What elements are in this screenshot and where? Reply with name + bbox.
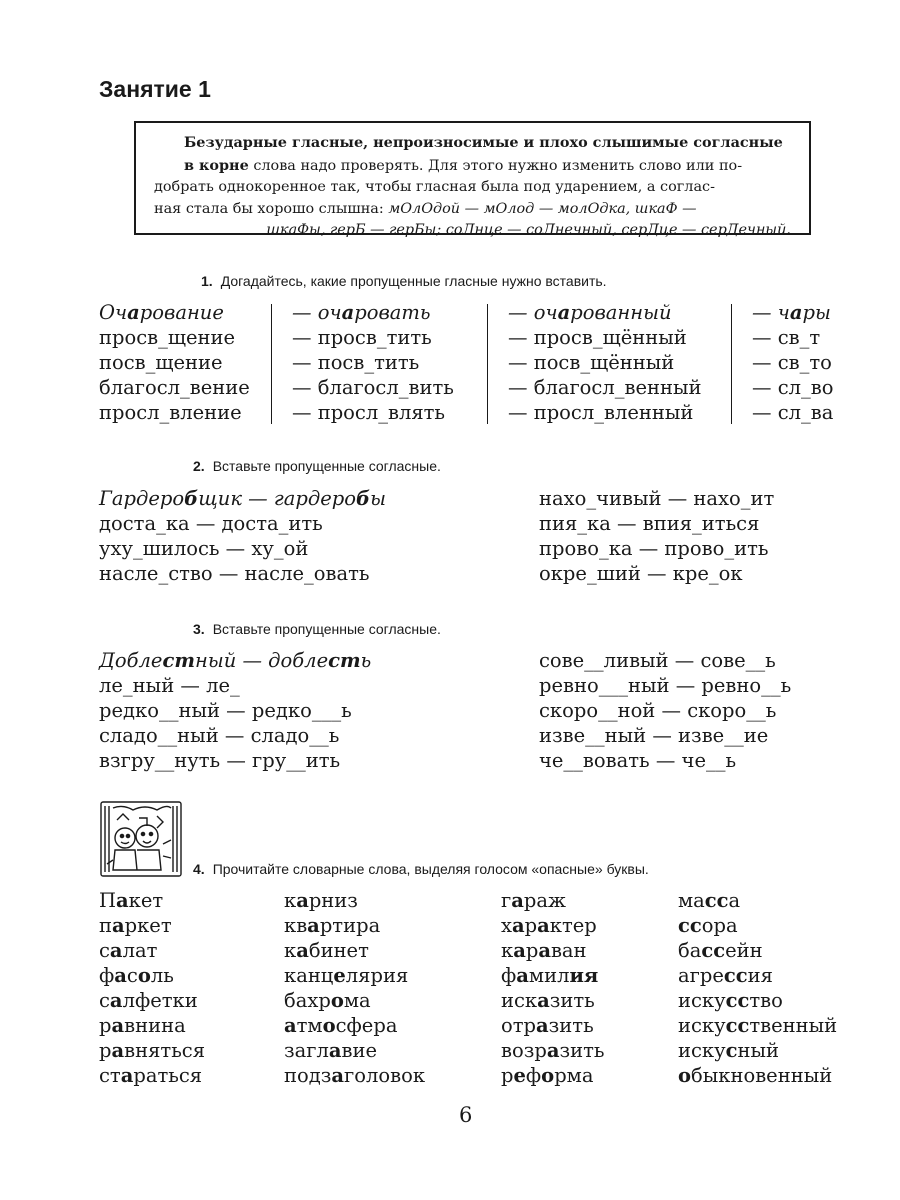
word-row: нахо_чивый — нахо_ит: [539, 487, 775, 510]
task-1-column-2: [292, 300, 454, 425]
rule-line-5: [154, 220, 791, 242]
task-text: Догадайтесь, какие пропущенные гласные нужно вставить.: [220, 273, 607, 289]
lesson-title: Занятие 1: [99, 76, 211, 102]
alphabet-book-icon: [99, 800, 183, 878]
vocabulary-word: караван: [501, 939, 587, 962]
task-3-right-column: [539, 648, 791, 773]
task-number: 1.: [201, 273, 213, 289]
task-4-column-1: [99, 888, 205, 1088]
example-word: — чары: [752, 301, 831, 324]
rule-text-4: ная стала бы хорошо слышна:: [154, 200, 389, 217]
word-row: сладо__ный — сладо__ь: [99, 724, 340, 747]
vocabulary-word: фамилия: [501, 964, 599, 987]
vocabulary-word: бассейн: [678, 939, 763, 962]
task-text: Прочитайте словарные слова, выделяя голосом «опасные» буквы.: [212, 861, 649, 877]
vocabulary-word: салат: [99, 939, 158, 962]
rule-line-1: [154, 132, 791, 155]
vocabulary-word: квартира: [284, 914, 381, 937]
word-row: взгру__нуть — гру__ить: [99, 749, 341, 772]
word-row: просл_вление: [99, 401, 242, 424]
task-2-left-column: [99, 486, 386, 586]
example-word: Очарование: [99, 301, 224, 324]
task-number: 4.: [193, 861, 205, 877]
vocabulary-word: фасоль: [99, 964, 174, 987]
vocabulary-word: обыкновенный: [678, 1064, 833, 1087]
page-number: 6: [459, 1103, 473, 1127]
word-row: окре_ший — кре_ок: [539, 562, 743, 585]
vocabulary-word: исказить: [501, 989, 595, 1012]
vocabulary-word: равняться: [99, 1039, 206, 1062]
word-row: скоро__ной — скоро__ь: [539, 699, 777, 722]
vocabulary-word: паркет: [99, 914, 172, 937]
task-4-column-3: [501, 888, 605, 1088]
column-divider: [487, 304, 488, 424]
word-row: — св_т: [752, 326, 821, 349]
vocabulary-word: равнина: [99, 1014, 186, 1037]
word-row: — благосл_вить: [292, 376, 454, 399]
vocabulary-word: атмосфера: [284, 1014, 398, 1037]
vocabulary-word: салфетки: [99, 989, 198, 1012]
task-3-instruction: [193, 621, 441, 637]
word-row: — просв_щённый: [508, 326, 687, 349]
rule-line-4: [154, 199, 791, 221]
word-row: — просв_тить: [292, 326, 432, 349]
example-word: Гардеробщик — гардеробы: [99, 487, 386, 510]
vocabulary-word: Пакет: [99, 889, 164, 912]
rule-example-5: шкаФы, герБ — герБы; соЛнце — соЛнечный, серДце — серДечный.: [266, 222, 791, 238]
column-divider: [271, 304, 272, 424]
rule-text-2: слова надо проверять. Для этого нужно изменить слово или по-: [248, 157, 743, 174]
word-row: — св_то: [752, 351, 832, 374]
word-row: сове__ливый — сове__ь: [539, 649, 776, 672]
word-row: насле_ство — насле_овать: [99, 562, 370, 585]
vocabulary-word: карниз: [284, 889, 358, 912]
rule-bold-root: в корне: [184, 156, 249, 174]
word-row: пия_ка — впия_иться: [539, 512, 760, 535]
word-row: — посв_тить: [292, 351, 420, 374]
vocabulary-word: характер: [501, 914, 597, 937]
word-row: прово_ка — прово_ить: [539, 537, 769, 560]
word-row: изве__ный — изве__ие: [539, 724, 769, 747]
example-word: Доблестный — доблесть: [99, 649, 372, 672]
word-row: че__вовать — че__ь: [539, 749, 737, 772]
word-row: благосл_вение: [99, 376, 250, 399]
task-number: 2.: [193, 458, 205, 474]
example-word: — очарованный: [508, 301, 672, 324]
task-1-column-3: [508, 300, 702, 425]
word-row: — просл_влять: [292, 401, 446, 424]
task-1-column-1: [99, 300, 250, 425]
example-word: — очаровать: [292, 301, 431, 324]
vocabulary-word: возразить: [501, 1039, 605, 1062]
vocabulary-word: подзаголовок: [284, 1064, 426, 1087]
vocabulary-word: канцелярия: [284, 964, 409, 987]
vocabulary-word: гараж: [501, 889, 566, 912]
vocabulary-word: заглавие: [284, 1039, 378, 1062]
task-number: 3.: [193, 621, 205, 637]
vocabulary-word: ссора: [678, 914, 738, 937]
word-row: ревно___ный — ревно__ь: [539, 674, 792, 697]
word-row: ле_ный — ле_: [99, 674, 240, 697]
task-2-instruction: [193, 458, 441, 474]
vocabulary-word: масса: [678, 889, 741, 912]
rule-box: [134, 121, 811, 238]
task-4-instruction: [193, 861, 649, 877]
vocabulary-word: бахрома: [284, 989, 371, 1012]
vocabulary-word: искусственный: [678, 1014, 838, 1037]
task-1-instruction: [201, 273, 607, 289]
vocabulary-word: отразить: [501, 1014, 594, 1037]
rule-example-4: мОлОдой — мОлод — молОдка, шкаФ —: [388, 200, 697, 217]
word-row: — сл_во: [752, 376, 834, 399]
word-row: — просл_вленный: [508, 401, 694, 424]
task-text: Вставьте пропущенные согласные.: [212, 621, 441, 637]
vocabulary-word: искусный: [678, 1039, 779, 1062]
task-4-column-4: [678, 888, 837, 1088]
word-row: — благосл_венный: [508, 376, 702, 399]
word-row: — сл_ва: [752, 401, 834, 424]
column-divider: [731, 304, 732, 424]
vocabulary-word: агрессия: [678, 964, 773, 987]
word-row: посв_щение: [99, 351, 223, 374]
word-row: редко__ный — редко___ь: [99, 699, 352, 722]
task-3-left-column: [99, 648, 371, 773]
word-row: — посв_щённый: [508, 351, 675, 374]
vocabulary-word: искусство: [678, 989, 783, 1012]
task-2-right-column: [539, 486, 774, 586]
rule-line-2: [154, 155, 791, 178]
word-row: доста_ка — доста_ить: [99, 512, 323, 535]
task-text: Вставьте пропущенные согласные.: [212, 458, 441, 474]
word-row: просв_щение: [99, 326, 236, 349]
word-row: уху_шилось — ху_ой: [99, 537, 309, 560]
rule-line-3: добрать однокоренное так, чтобы гласная была под ударением, а соглас-: [154, 179, 715, 195]
rule-bold-text: Безударные гласные, непроизносимые и плохо слышимые согласные: [184, 134, 783, 151]
task-1-column-4: [752, 300, 833, 425]
vocabulary-word: реформа: [501, 1064, 594, 1087]
task-4-column-2: [284, 888, 425, 1088]
vocabulary-word: кабинет: [284, 939, 369, 962]
vocabulary-word: стараться: [99, 1064, 203, 1087]
